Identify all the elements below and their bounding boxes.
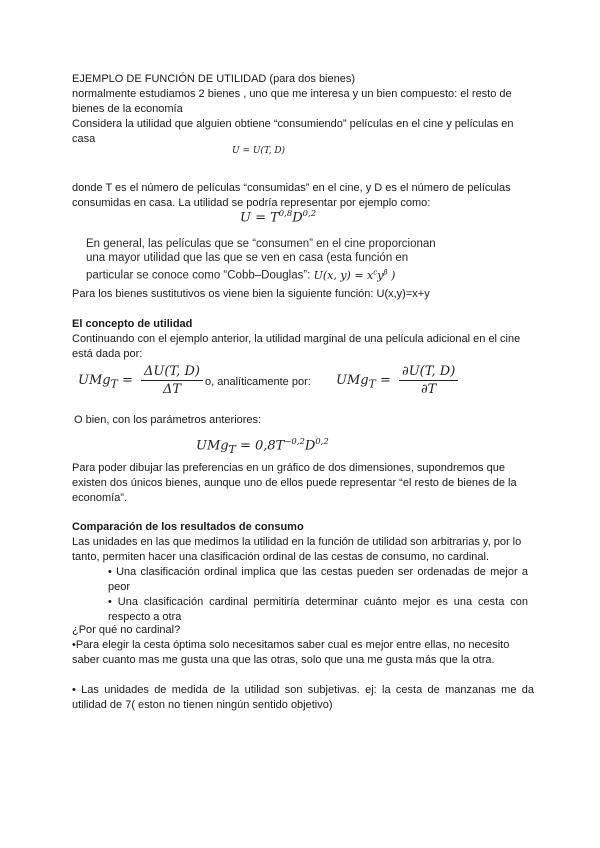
formula-cobb-douglas-example: $U = T^{0,8}D^{0,2}$	[240, 208, 317, 226]
analytic-connector: o, analíticamente por:	[205, 376, 311, 388]
cobb-douglas-note	[86, 237, 446, 283]
bullet-ordinal: • Una clasificación ordinal implica que las cestas pueden ser ordenadas de mejor a peor	[108, 566, 528, 593]
ordinal-paragraph: Las unidades en las que medimos la utilidad en la función de utilidad son arbitrarias y, por lo tanto, permiten hacer una clasificación ordinal de las cestas de consumo, no cardinal.	[72, 536, 522, 563]
cobb-douglas-formula: U(x, $y) = x^cy^\beta$ )	[313, 267, 396, 282]
fraction-delta-denominator: ΔT	[162, 382, 181, 397]
utility-concept-paragraph: Continuando con el ejemplo anterior, la utilidad marginal de una película adicional en el cine está dada por:	[72, 333, 521, 360]
section-heading-utility-concept: El concepto de utilidad	[72, 318, 193, 330]
fraction-partial-denominator: ∂T	[420, 382, 437, 397]
parameters-intro: O bien, con los parámetros anteriores:	[74, 414, 262, 426]
formula-marginal-utility-derivative: UMg$_T$ = $\frac{\partial U(T, D)}{\partial T}$	[336, 364, 462, 397]
two-goods-paragraph: Para poder dibujar las preferencias en un gráfico de dos dimensiones, supondremos que existen dos únicos bienes, aunque uno de ellos puede representar “el resto de bienes de la economía”.	[72, 462, 517, 504]
fraction-partial-numerator: ∂U(T, D)	[399, 364, 458, 381]
fraction-delta	[141, 364, 203, 397]
intro-paragraph-2: Considera la utilidad que alguien obtiene “consumiendo” películas en el cine y películas en casa	[72, 118, 514, 145]
subjective-units-paragraph: • Las unidades de medida de la utilidad son subjetivas. ej: la cesta de manzanas me da utilidad de 7( eston no tienen ningún sentido objetivo)	[72, 684, 534, 711]
fraction-delta-numerator: ΔU(T, D)	[141, 364, 203, 381]
intro-paragraph-3: donde T es el número de películas “consumidas” en el cine, y D es el número de películas consumidas en casa. La utilidad se podría representar por ejemplo como:	[72, 182, 511, 209]
doc-title: EJEMPLO DE FUNCIÓN DE UTILIDAD (para dos bienes)	[72, 73, 356, 85]
section-heading-consumption-comparison: Comparación de los resultados de consumo	[72, 521, 304, 533]
intro-paragraph-1: normalmente estudiamos 2 bienes , uno que me interesa y un bien compuesto: el resto de bienes de la economía	[72, 88, 512, 115]
formula-marginal-utility-parameters: $UMg_T = 0,8T^{-0,2}D^{0,2}$	[196, 436, 329, 456]
formula-utility-function: U = U(T, D)	[232, 146, 286, 156]
question-why-not-cardinal: ¿Por qué no cardinal?	[72, 624, 181, 636]
formula-marginal-utility-discrete: UMg$_T$ = $\frac{\Delta U(T, D)}{\Delta T}$	[78, 364, 207, 397]
cobb-douglas-note-text: En general, las películas que se “consumen” en el cine proporcionan una mayor utilidad que las que se ven en casa (esta función en particular se conoce como “Cobb–Douglas”:	[86, 238, 436, 282]
answer-why-not-cardinal: •Para elegir la cesta óptima solo necesitamos saber cual es mejor entre ellas, no necesito saber cuanto mas me gusta una que las otras, solo que una me gusta más que la otra.	[72, 639, 510, 666]
substitutes-paragraph: Para los bienes sustitutivos os viene bien la siguiente función: U(x,y)=x+y	[72, 288, 430, 300]
fraction-partial	[399, 364, 458, 397]
bullet-cardinal: • Una clasificación cardinal permitiría determinar cuánto mejor es una cesta con respecto a otra	[108, 596, 528, 623]
